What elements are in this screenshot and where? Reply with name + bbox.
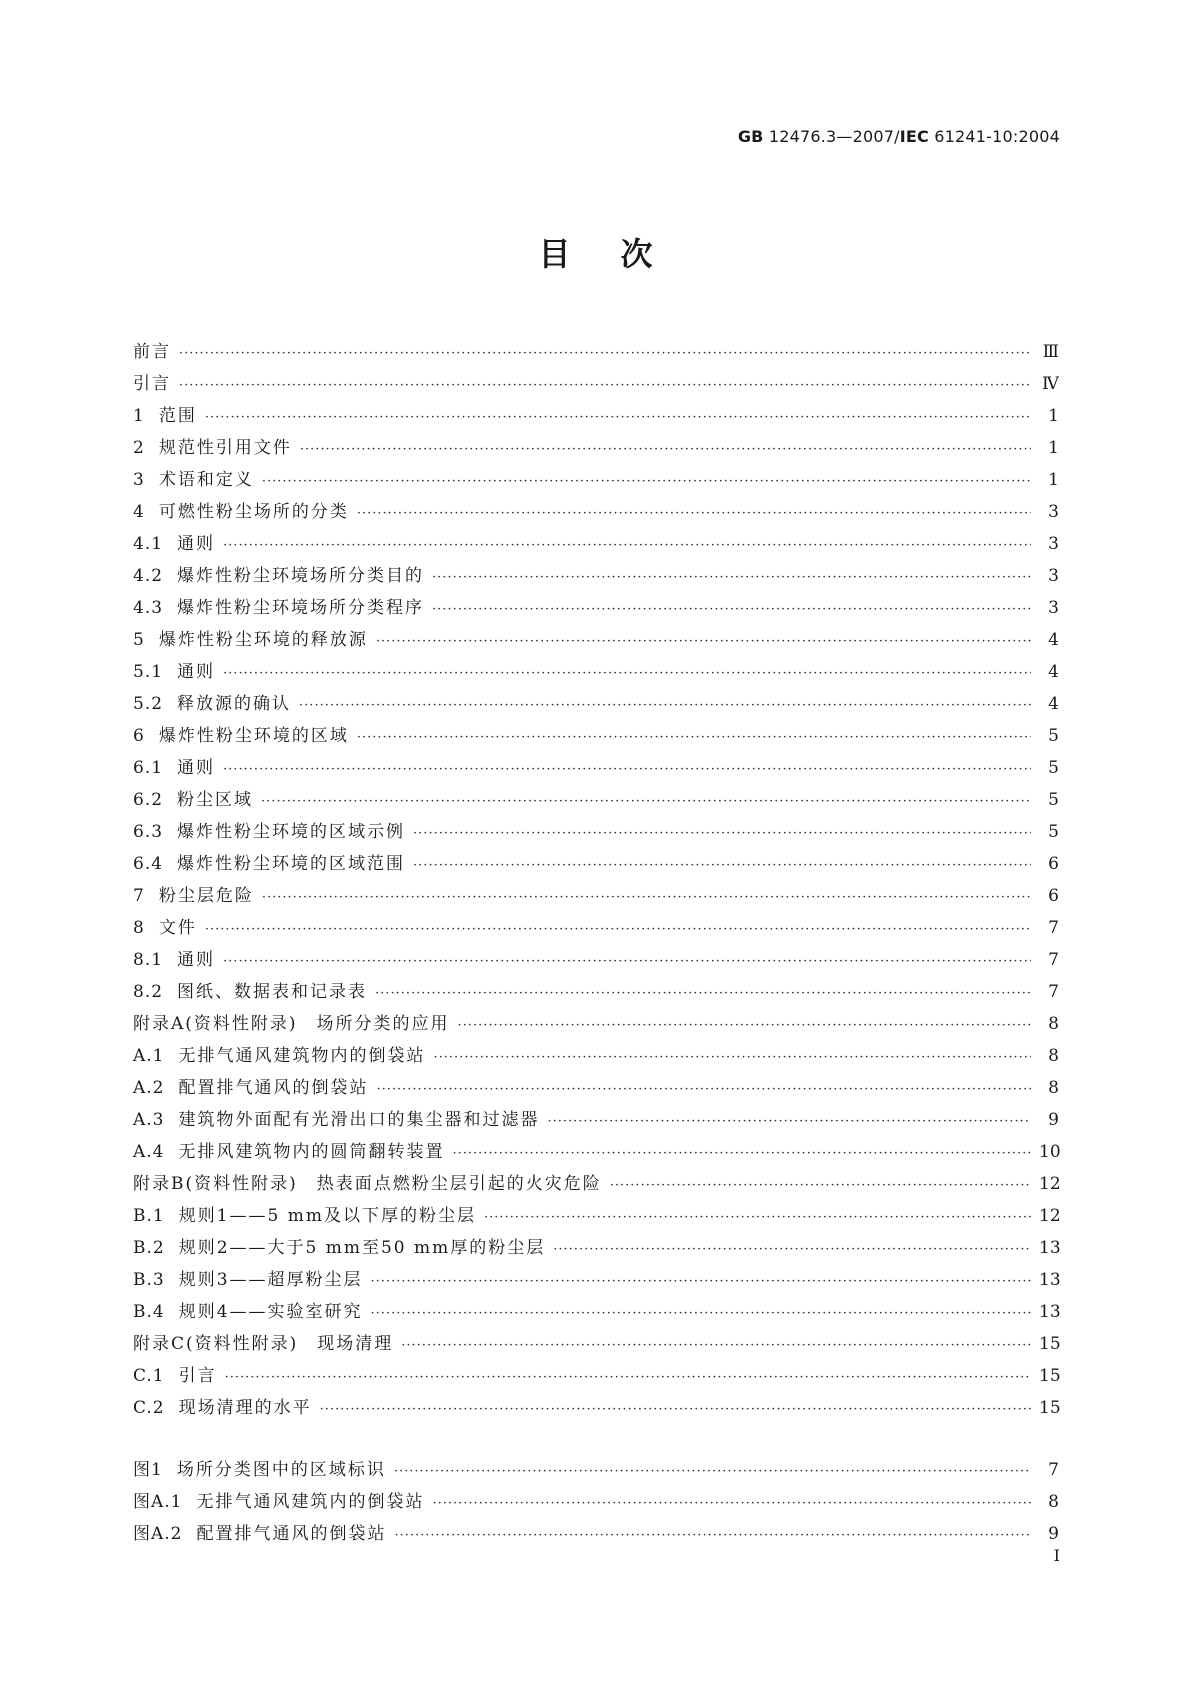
entry-label: 可燃性粉尘场所的分类 [158,502,349,522]
entry-number: 3 [133,470,145,490]
entry-number: B.2 [133,1238,165,1258]
entry-page-number: 1 [1048,406,1059,426]
entry-page-number: 1 [1048,470,1059,490]
entry-page-number: 7 [1048,982,1059,1002]
entry-number: C.2 [133,1398,165,1418]
entry-label: 术语和定义 [158,470,254,490]
entry-page-number: 4 [1048,662,1059,682]
entry-page-number: 4 [1048,630,1059,650]
entry-number: 6.4 [133,854,164,874]
toc-entry[interactable] [133,912,1059,944]
entry-label: 爆炸性粉尘环境的区域范围 [177,854,406,874]
entry-number: 图1 [133,1460,163,1480]
entry-page-number: 6 [1048,854,1059,874]
entry-page-number: 12 [1039,1206,1061,1226]
entry-label: 通则 [177,758,216,778]
entry-label: 现场清理的水平 [178,1398,312,1418]
entry-page-number: 10 [1039,1142,1061,1162]
dot-leader [223,946,1031,978]
entry-label: 规则2——大于5 mm至50 mm厚的粉尘层 [178,1238,546,1258]
toc-entry[interactable] [133,1296,1059,1328]
entry-page-number: 13 [1039,1270,1061,1290]
standard-code [738,127,1060,146]
entry-page-number: 7 [1048,918,1059,938]
entry-label: 建筑物外面配有光滑出口的集尘器和过滤器 [178,1110,540,1130]
dot-leader [434,1042,1032,1074]
entry-label: 附录A(资料性附录) 场所分类的应用 [133,1014,450,1034]
toc-entry[interactable] [133,432,1059,464]
dot-leader [413,818,1031,850]
entry-label: 爆炸性粉尘环境的释放源 [158,630,368,650]
dot-leader [357,722,1031,754]
entry-number: 图A.1 [133,1492,183,1512]
entry-number: 8 [133,918,145,938]
standard-code-prefix: GB [737,127,764,146]
standard-code-main: 12476.3—2007/ [763,127,900,146]
toc-entry[interactable] [133,656,1059,688]
entry-page-number: 3 [1048,566,1059,586]
page-number: I [1053,1546,1060,1565]
toc-entry[interactable] [133,1360,1059,1392]
dot-leader [371,1266,1031,1298]
dot-leader [205,914,1031,946]
figure-entry[interactable] [133,1486,1059,1518]
entry-page-number: 13 [1039,1302,1061,1322]
toc-entry[interactable] [133,976,1059,1008]
dot-leader [223,530,1031,562]
toc-entry[interactable] [133,1392,1059,1424]
entry-page-number: 8 [1048,1014,1059,1034]
entry-page-number: 1 [1048,438,1059,458]
dot-leader [484,1202,1031,1234]
toc-entry[interactable] [133,464,1059,496]
entry-label: 无排气通风建筑物内的倒袋站 [178,1046,426,1066]
toc-entry[interactable] [133,1200,1059,1232]
toc-entry[interactable] [133,528,1059,560]
dot-leader [225,1362,1031,1394]
entry-page-number: 3 [1048,598,1059,618]
entry-number: 6.1 [133,758,164,778]
entry-page-number: 15 [1039,1398,1061,1418]
entry-page-number: 5 [1048,726,1059,746]
page-title: 目次 [538,235,703,273]
toc-entry[interactable] [133,688,1059,720]
dot-leader [179,370,1031,402]
dot-leader [299,690,1031,722]
entry-number: A.4 [133,1142,165,1162]
entry-page-number: 8 [1048,1078,1059,1098]
toc-entry[interactable] [133,1072,1059,1104]
dot-leader [300,434,1031,466]
toc-entry[interactable] [133,1232,1059,1264]
entry-number: 4.3 [133,598,164,618]
toc-entry[interactable] [133,1168,1059,1200]
entry-page-number: 6 [1048,886,1059,906]
entry-page-number: 7 [1048,950,1059,970]
toc-entry[interactable] [133,848,1059,880]
dot-leader [223,754,1031,786]
entry-label: 引言 [133,374,171,394]
entry-page-number: 3 [1048,534,1059,554]
dot-leader [433,1488,1032,1520]
entry-label: 爆炸性粉尘环境的区域 [158,726,349,746]
dot-leader [413,850,1031,882]
toc-entry[interactable] [133,400,1059,432]
entry-number: B.1 [133,1206,165,1226]
dot-leader [375,978,1031,1010]
entry-page-number: 5 [1048,758,1059,778]
entry-number: 4 [133,502,145,522]
figure-entry[interactable] [133,1518,1059,1550]
dot-leader [432,562,1031,594]
entry-label: 前言 [133,342,171,362]
toc-entry[interactable] [133,1040,1059,1072]
entry-number: 5.2 [133,694,164,714]
toc-entry[interactable] [133,1008,1059,1040]
toc-entry[interactable] [133,784,1059,816]
entry-page-number: 15 [1039,1366,1061,1386]
entry-number: 8.2 [133,982,164,1002]
section-gap [133,1424,1059,1454]
entry-number: 7 [133,886,145,906]
entry-number: 6.3 [133,822,164,842]
entry-label: 无排气通风建筑内的倒袋站 [196,1492,425,1512]
dot-leader [401,1330,1031,1362]
entry-label: 图纸、数据表和记录表 [177,982,368,1002]
entry-page-number: Ⅳ [1042,374,1059,394]
toc-entry[interactable] [133,752,1059,784]
toc-entry[interactable] [133,336,1059,368]
toc-entry[interactable] [133,720,1059,752]
dot-leader [320,1394,1031,1426]
entry-number: B.4 [133,1302,165,1322]
entry-label: 配置排气通风的倒袋站 [178,1078,369,1098]
entry-number: A.2 [133,1078,165,1098]
entry-label: 文件 [158,918,197,938]
entry-number: 8.1 [133,950,164,970]
dot-leader [395,1520,1032,1552]
toc-entry[interactable] [133,944,1059,976]
toc-entry[interactable] [133,880,1059,912]
dot-leader [553,1234,1031,1266]
toc-entry[interactable] [133,560,1059,592]
entry-label: 爆炸性粉尘环境场所分类目的 [177,566,425,586]
entry-number: 4.1 [133,534,164,554]
entry-number: 图A.2 [133,1524,183,1544]
entry-label: 释放源的确认 [177,694,292,714]
entry-label: 爆炸性粉尘环境场所分类程序 [177,598,425,618]
entry-label: 场所分类图中的区域标识 [176,1460,386,1480]
entry-label: 规则4——实验室研究 [178,1302,363,1322]
entry-number: A.1 [133,1046,165,1066]
entry-page-number: 5 [1048,790,1059,810]
dot-leader [223,658,1031,690]
entry-label: 配置排气通风的倒袋站 [196,1524,387,1544]
entry-label: 引言 [178,1366,217,1386]
dot-leader [453,1138,1032,1170]
entry-number: 5 [133,630,145,650]
dot-leader [548,1106,1032,1138]
entry-label: 通则 [177,950,216,970]
entry-number: 4.2 [133,566,164,586]
entry-label: 通则 [177,534,216,554]
entry-number: B.3 [133,1270,165,1290]
toc-entry[interactable] [133,1136,1059,1168]
dot-leader [432,594,1031,626]
dot-leader [371,1298,1031,1330]
entry-number: 2 [133,438,145,458]
dot-leader [262,466,1031,498]
entry-page-number: 13 [1039,1238,1061,1258]
entry-page-number: 5 [1048,822,1059,842]
dot-leader [610,1170,1031,1202]
entry-page-number: 4 [1048,694,1059,714]
toc-entry[interactable] [133,816,1059,848]
dot-leader [394,1456,1031,1488]
standard-code-suffix: 61241-10:2004 [928,127,1060,146]
entry-page-number: Ⅲ [1042,342,1059,362]
entry-page-number: 15 [1039,1334,1061,1354]
dot-leader [261,786,1031,818]
standard-code-iec: IEC [899,127,929,146]
dot-leader [357,498,1031,530]
entry-number: 6.2 [133,790,164,810]
entry-page-number: 3 [1048,502,1059,522]
entry-number: A.3 [133,1110,165,1130]
toc-entry[interactable] [133,1264,1059,1296]
dot-leader [458,1010,1031,1042]
entry-page-number: 9 [1048,1110,1059,1130]
entry-page-number: 8 [1048,1492,1059,1512]
dot-leader [376,626,1031,658]
entry-label: 附录B(资料性附录) 热表面点燃粉尘层引起的火灾危险 [133,1174,602,1194]
entry-label: 范围 [158,406,197,426]
toc-entry[interactable] [133,624,1059,656]
entry-number: 6 [133,726,145,746]
entry-label: 附录C(资料性附录) 现场清理 [133,1334,394,1354]
entry-label: 规则1——5 mm及以下厚的粉尘层 [178,1206,476,1226]
entry-page-number: 9 [1048,1524,1059,1544]
figure-entry[interactable] [133,1454,1059,1486]
entry-number: C.1 [133,1366,165,1386]
entry-label: 规则3——超厚粉尘层 [178,1270,363,1290]
entry-label: 规范性引用文件 [158,438,292,458]
toc-entry[interactable] [133,1104,1059,1136]
toc-entry[interactable] [133,1328,1059,1360]
entry-page-number: 12 [1039,1174,1061,1194]
dot-leader [262,882,1031,914]
entry-number: 5.1 [133,662,164,682]
entry-page-number: 7 [1048,1460,1059,1480]
toc-entry[interactable] [133,496,1059,528]
table-of-contents [133,336,1059,1550]
entry-label: 爆炸性粉尘环境的区域示例 [177,822,406,842]
entry-label: 粉尘层危险 [158,886,254,906]
entry-page-number: 8 [1048,1046,1059,1066]
entry-label: 通则 [177,662,216,682]
dot-leader [179,338,1031,370]
dot-leader [377,1074,1032,1106]
dot-leader [205,402,1031,434]
entry-number: 1 [133,406,145,426]
toc-entry[interactable] [133,592,1059,624]
entry-label: 无排风建筑物内的圆筒翻转装置 [178,1142,445,1162]
toc-entry[interactable] [133,368,1059,400]
entry-label: 粉尘区域 [177,790,254,810]
